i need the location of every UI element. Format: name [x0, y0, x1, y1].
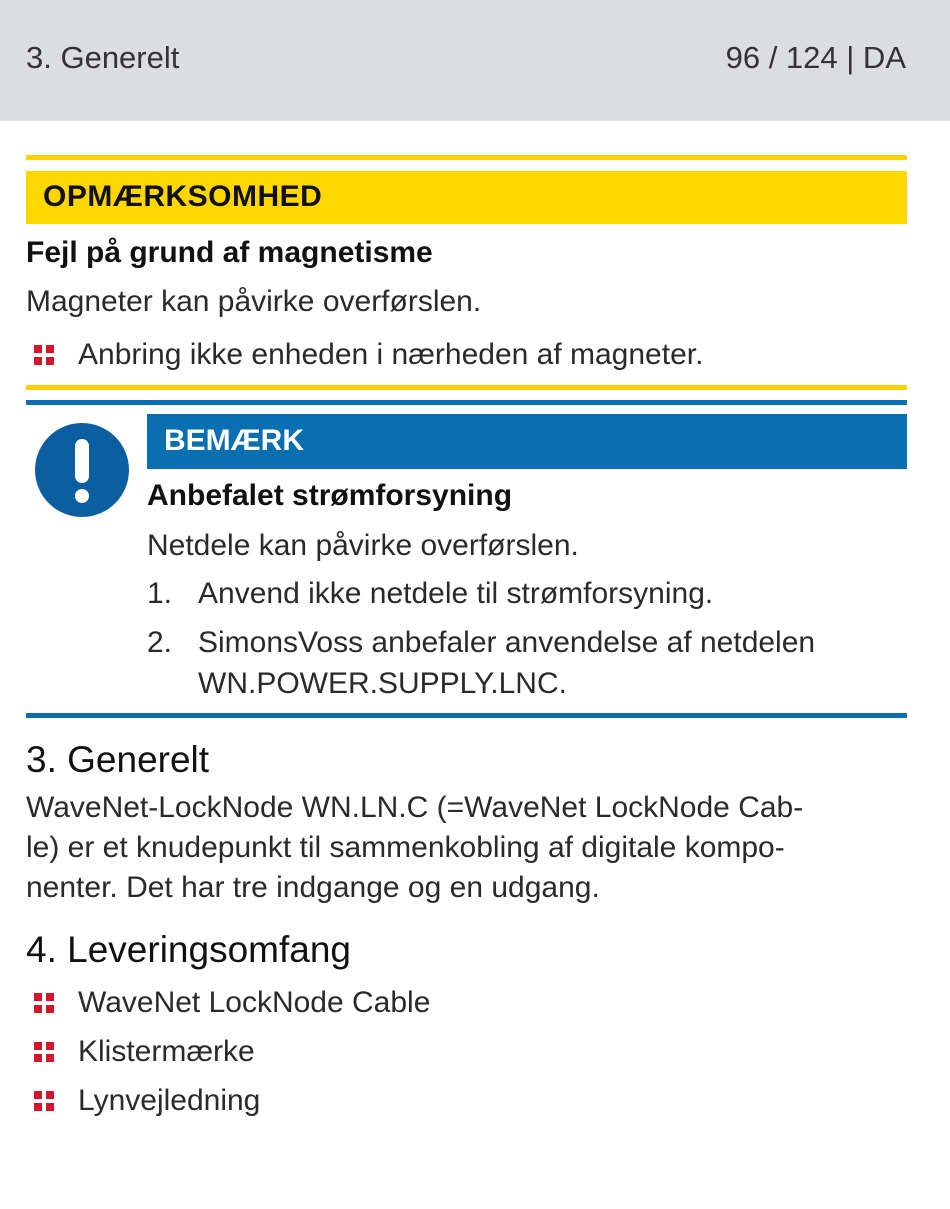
note-step-number: 1.: [147, 577, 173, 610]
header-section: 3. Generelt: [26, 40, 180, 75]
red-square-bullet-icon: [34, 993, 54, 1013]
red-square-bullet-icon: [34, 345, 54, 365]
note-bottom-rule: [26, 713, 907, 718]
paragraph-line: le) er et knudepunkt til sammenkobling af digitale kompo-: [26, 831, 785, 864]
paragraph-line: WaveNet-LockNode WN.LN.C (=WaveNet LockNode Cab-: [26, 791, 804, 824]
section-heading-scope: 4. Leveringsomfang: [26, 929, 351, 970]
general-paragraph: [26, 788, 907, 908]
caution-text: Magneter kan påvirke overførslen.: [26, 285, 482, 318]
caution-bullet-text: Anbring ikke enheden i nærheden af magneter.: [78, 338, 704, 371]
note-step-text-cont: WN.POWER.SUPPLY.LNC.: [198, 667, 567, 700]
list-item: WaveNet LockNode Cable: [78, 986, 431, 1019]
caution-title: Fejl på grund af magnetisme: [26, 236, 433, 269]
note-label: BEMÆRK: [164, 424, 304, 457]
exclamation-icon: [35, 423, 129, 517]
note-step-number: 2.: [147, 626, 173, 659]
section-heading-general: 3. Generelt: [26, 739, 210, 780]
list-item: Klistermærke: [78, 1035, 255, 1068]
paragraph-line: nenter. Det har tre indgange og en udgang.: [26, 871, 600, 904]
list-item: Lynvejledning: [78, 1084, 261, 1117]
caution-label: OPMÆRKSOMHED: [43, 180, 323, 213]
red-square-bullet-icon: [34, 1042, 54, 1062]
caution-top-rule: [26, 155, 907, 160]
red-square-bullet-icon: [34, 1091, 54, 1111]
note-text: Netdele kan påvirke overførslen.: [147, 529, 579, 562]
page-header: [0, 0, 950, 121]
header-page-number: 96 / 124 | DA: [725, 40, 906, 75]
caution-label-bar: [26, 171, 907, 224]
note-top-rule: [26, 400, 907, 405]
note-label-bar: [147, 414, 907, 469]
note-step-text: SimonsVoss anbefaler anvendelse af netdelen: [198, 626, 816, 659]
caution-bottom-rule: [26, 385, 907, 390]
note-title: Anbefalet strømforsyning: [147, 479, 513, 512]
note-step-text: Anvend ikke netdele til strømforsyning.: [198, 577, 714, 610]
